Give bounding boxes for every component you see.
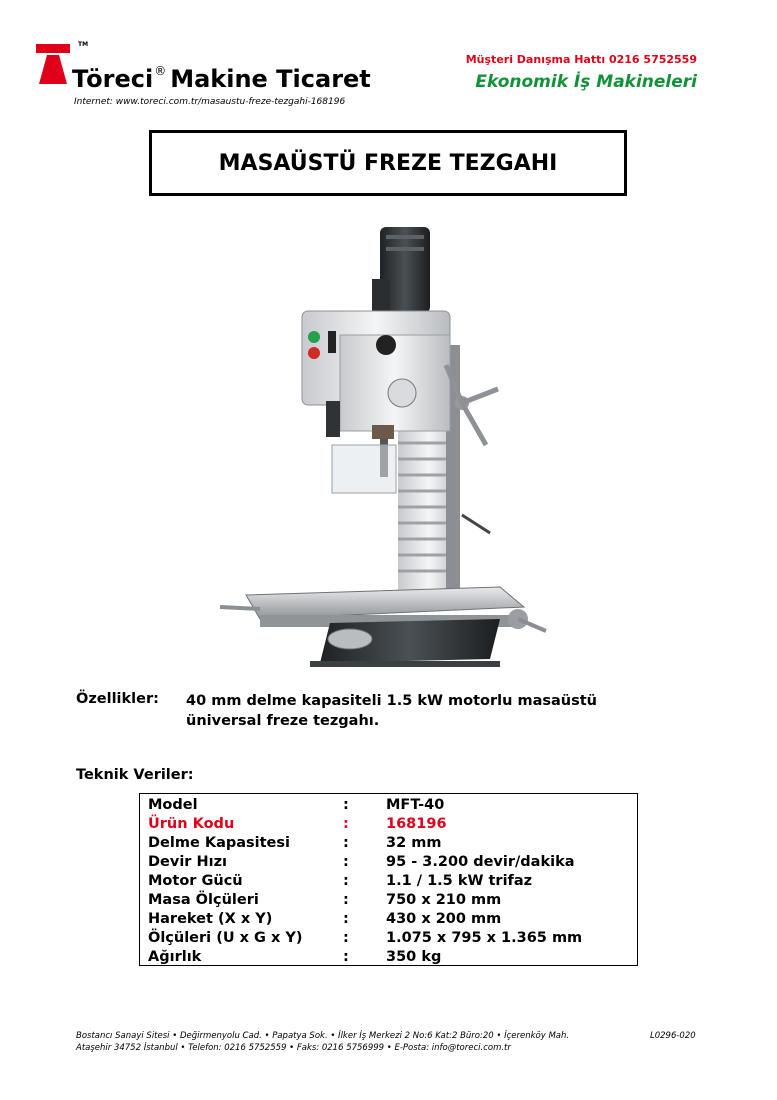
features-label: Özellikler: (76, 691, 159, 707)
registered-mark: ® (154, 64, 167, 78)
spec-table (139, 793, 638, 966)
spec-key: Masa Ölçüleri (148, 892, 259, 908)
features-line-1: 40 mm delme kapasiteli 1.5 kW motorlu masaüstü (186, 693, 598, 709)
trademark-mark: TM (78, 41, 89, 48)
spec-separator: : (343, 873, 349, 889)
product-title-box (149, 130, 627, 196)
spec-value: 750 x 210 mm (386, 892, 502, 908)
document-code: L0296-020 (650, 1031, 696, 1041)
brand-name-rest: Makine Ticaret (170, 65, 371, 93)
spec-key: Hareket (X x Y) (148, 911, 273, 927)
spec-value: 168196 (386, 816, 447, 832)
spec-value: 1.1 / 1.5 kW trifaz (386, 873, 533, 889)
features-description (186, 691, 656, 731)
tech-specs-label: Teknik Veriler: (76, 767, 194, 783)
spec-separator: : (343, 835, 349, 851)
product-title: MASAÜSTÜ FREZE TEZGAHI (218, 150, 558, 176)
spec-separator: : (343, 854, 349, 870)
spec-key: Delme Kapasitesi (148, 835, 290, 851)
spec-key: Motor Gücü (148, 873, 243, 889)
spec-key: Ağırlık (148, 949, 202, 965)
spec-separator: : (343, 797, 349, 813)
spec-value: 350 kg (386, 949, 442, 965)
spec-key: Ürün Kodu (148, 816, 235, 832)
brand-logo-icon (36, 44, 70, 84)
spec-value: 32 mm (386, 835, 442, 851)
footer-address-line-1: Bostancı Sanayi Sitesi • Değirmenyolu Cad. • Papatya Sok. • İlker İş Merkezi 2 No:6 Kat:2 Büro:20 • İçerenköy Mah. (76, 1031, 570, 1041)
spec-separator: : (343, 892, 349, 908)
features-line-2: üniversal freze tezgahı. (186, 713, 380, 729)
spec-separator: : (343, 911, 349, 927)
customer-hotline: Müşteri Danışma Hattı 0216 5752559 (465, 53, 697, 66)
spec-value: 430 x 200 mm (386, 911, 502, 927)
brand-name (72, 64, 371, 93)
spec-key: Model (148, 797, 198, 813)
spec-value: MFT-40 (386, 797, 445, 813)
spec-key: Devir Hızı (148, 854, 228, 870)
spec-separator: : (343, 930, 349, 946)
spec-value: 95 - 3.200 devir/dakika (386, 854, 575, 870)
website-url[interactable]: Internet: www.toreci.com.tr/masaustu-freze-tezgahi-168196 (74, 97, 346, 107)
spec-key: Ölçüleri (U x G x Y) (148, 930, 303, 946)
brand-name-main: Töreci (72, 65, 154, 93)
spec-separator: : (343, 949, 349, 965)
spec-separator: : (343, 816, 349, 832)
milling-machine-image (200, 215, 570, 675)
company-tagline: Ekonomik İş Makineleri (475, 72, 697, 92)
spec-value: 1.075 x 795 x 1.365 mm (386, 930, 583, 946)
footer-address-line-2: Ataşehir 34752 İstanbul • Telefon: 0216 5752559 • Faks: 0216 5756999 • E-Posta: info@toreci.com.tr (76, 1043, 511, 1053)
